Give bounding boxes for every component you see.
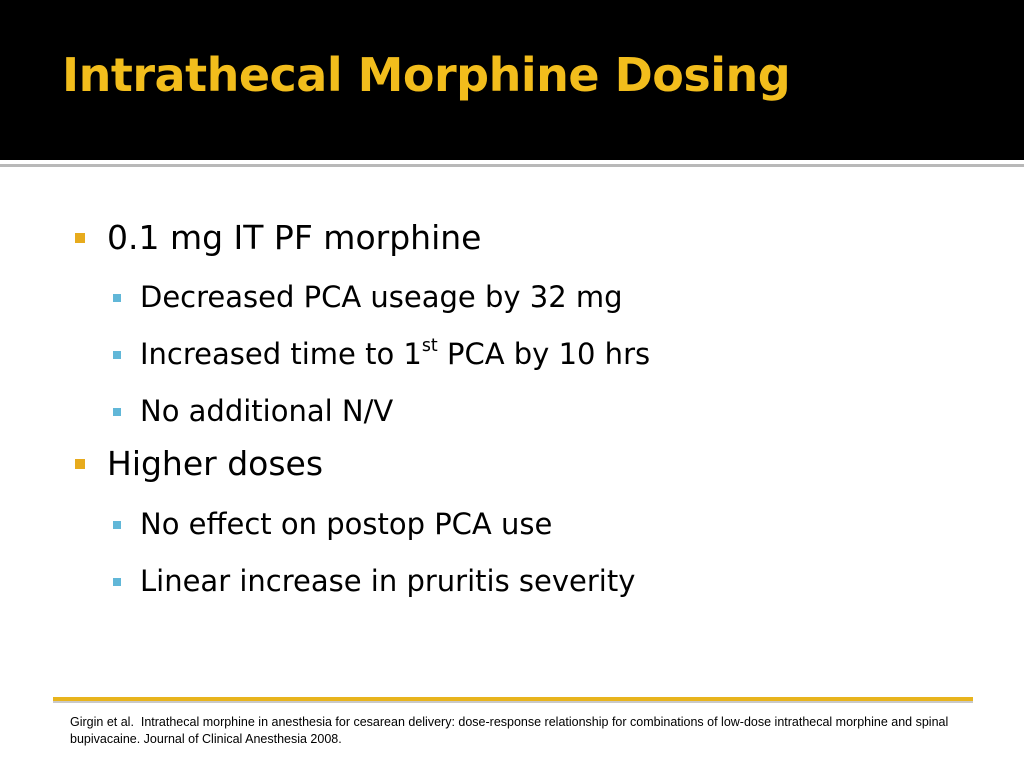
bullet-square-icon xyxy=(75,233,85,243)
slide-title: Intrathecal Morphine Dosing xyxy=(62,48,791,102)
sub-bullet-item xyxy=(140,335,651,371)
bullet-item: Higher doses xyxy=(107,444,324,483)
sub-bullet-item: Decreased PCA useage by 32 mg xyxy=(140,280,623,314)
sub-bullet-square-icon xyxy=(113,578,121,586)
citation-text: Girgin et al. Intrathecal morphine in anesthesia for cesarean delivery: dose-response relationship for combinations of low-dose intrathecal morphine and spinal bupivacaine. Journal of Clinical Anesthesia 2008. xyxy=(70,715,952,746)
sub-bullet-square-icon xyxy=(113,521,121,529)
sub-bullet-square-icon xyxy=(113,408,121,416)
sub-bullet-text: Increased time to 1 xyxy=(140,337,422,371)
sub-bullet-text: PCA by 10 hrs xyxy=(437,337,651,371)
bullet-square-icon xyxy=(75,459,85,469)
sub-bullet-item: Linear increase in pruritis severity xyxy=(140,564,636,598)
footer-divider-shadow xyxy=(53,701,973,703)
title-divider-shadow xyxy=(0,164,1024,167)
sub-bullet-square-icon xyxy=(113,294,121,302)
sub-bullet-square-icon xyxy=(113,351,121,359)
bullet-item: 0.1 mg IT PF morphine xyxy=(107,218,482,257)
sub-bullet-item: No additional N/V xyxy=(140,394,394,428)
superscript: st xyxy=(421,335,438,356)
sub-bullet-item: No effect on postop PCA use xyxy=(140,507,553,541)
